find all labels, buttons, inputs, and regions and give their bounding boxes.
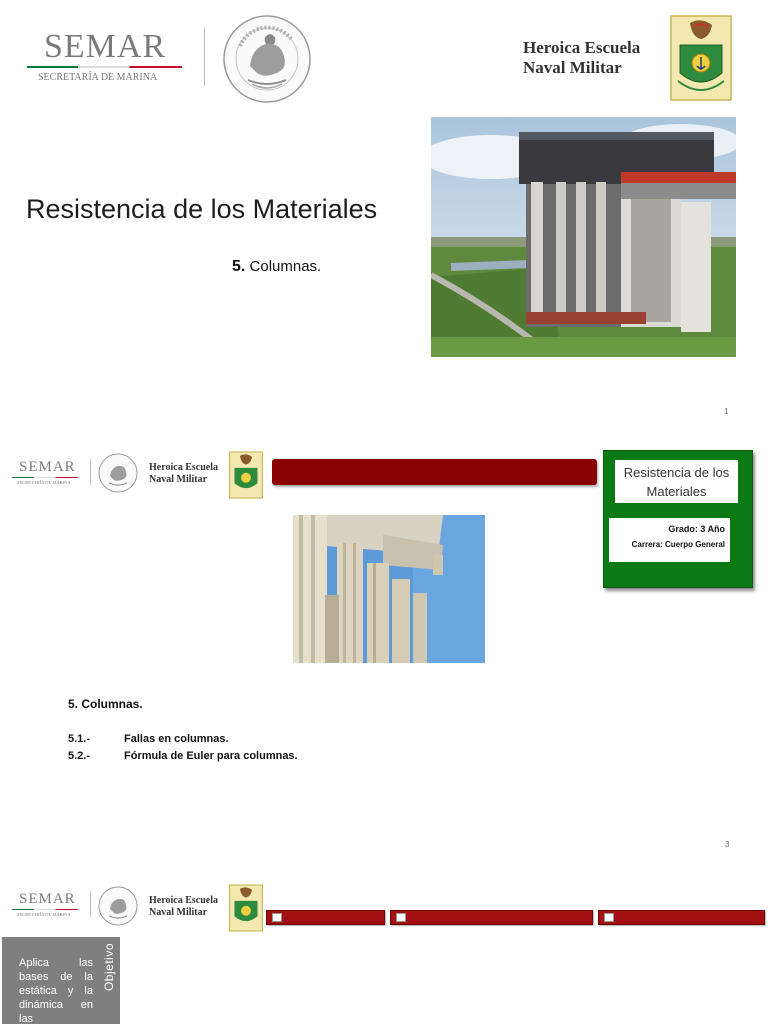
semar-logo-word: SEMAR bbox=[19, 459, 76, 475]
slide-number: 1 bbox=[724, 407, 729, 416]
logo-divider bbox=[90, 891, 91, 917]
outline-item-text: Fórmula de Euler para columnas. bbox=[124, 750, 298, 762]
course-grade: Grado: 3 Año bbox=[668, 524, 725, 534]
outline-item-number: 5.2.- bbox=[68, 750, 91, 762]
semar-logo-stripe bbox=[12, 909, 78, 910]
school-name bbox=[523, 38, 640, 78]
slide-objective bbox=[0, 860, 768, 1024]
naval-school-crest-icon bbox=[670, 15, 732, 101]
chapter-outline bbox=[68, 697, 298, 765]
mexican-coat-of-arms-seal-icon bbox=[98, 453, 138, 493]
outline-item-number: 5.1.- bbox=[68, 733, 91, 745]
school-name-line2: Naval Militar bbox=[149, 906, 208, 918]
semar-logo-subtitle: SECRETARÍA DE MARINA bbox=[38, 72, 158, 83]
outline-item bbox=[68, 731, 298, 748]
school-name bbox=[149, 895, 218, 919]
semar-logo-word: SEMAR bbox=[44, 28, 167, 65]
header-red-bar bbox=[272, 459, 597, 485]
logo-divider bbox=[90, 459, 91, 485]
objective-label: Objetivo bbox=[102, 943, 116, 992]
course-title: Resistencia de los Materiales bbox=[615, 460, 738, 503]
school-name-line1: Heroica Escuela bbox=[523, 38, 641, 57]
school-name-line1: Heroica Escuela bbox=[149, 895, 218, 906]
tab-checkbox-icon bbox=[396, 913, 406, 922]
section-tab-2 bbox=[390, 910, 593, 925]
semar-logo-word: SEMAR bbox=[19, 891, 76, 907]
outline-item-text: Fallas en columnas. bbox=[124, 733, 229, 745]
outline-heading: 5. Columnas. bbox=[68, 697, 143, 711]
chapter-name: Columnas. bbox=[249, 258, 322, 275]
course-career: Carrera: Cuerpo General bbox=[631, 540, 725, 549]
chapter-number: 5. bbox=[232, 258, 246, 275]
slide-3 bbox=[0, 435, 768, 860]
slide-1 bbox=[0, 0, 768, 435]
school-name-line2: Naval Militar bbox=[523, 58, 622, 78]
slide-number: 3 bbox=[725, 840, 730, 849]
section-tab-1 bbox=[266, 910, 385, 925]
presentation-title: Resistencia de los Materiales bbox=[26, 194, 378, 224]
outline-item bbox=[68, 748, 298, 765]
school-name bbox=[149, 462, 218, 486]
logo-divider bbox=[204, 28, 205, 86]
school-name-line1: Heroica Escuela bbox=[149, 462, 218, 473]
semar-logo-stripe bbox=[12, 477, 78, 478]
mexican-coat-of-arms-seal-icon bbox=[222, 14, 312, 104]
objective-text: Aplica las bases de la estática y la dinámica en las bbox=[19, 957, 93, 1024]
semar-logo-subtitle: SECRETARÍA DE MARINA bbox=[17, 912, 71, 917]
course-details bbox=[609, 518, 730, 562]
mexican-coat-of-arms-seal-icon bbox=[98, 886, 138, 926]
section-tab-3 bbox=[598, 910, 765, 925]
semar-logo-subtitle: SECRETARÍA DE MARINA bbox=[17, 480, 71, 485]
semar-logo-stripe bbox=[27, 66, 182, 68]
naval-school-crest-icon bbox=[229, 451, 263, 499]
school-name-line2: Naval Militar bbox=[149, 473, 208, 485]
ship-lift-building-photo bbox=[431, 117, 736, 357]
objective-box bbox=[2, 937, 120, 1024]
tab-checkbox-icon bbox=[604, 913, 614, 922]
chapter-subtitle bbox=[232, 258, 321, 276]
greek-columns-photo bbox=[293, 515, 485, 663]
tab-checkbox-icon bbox=[272, 913, 282, 922]
course-info-panel bbox=[603, 450, 753, 588]
naval-school-crest-icon bbox=[229, 884, 263, 932]
